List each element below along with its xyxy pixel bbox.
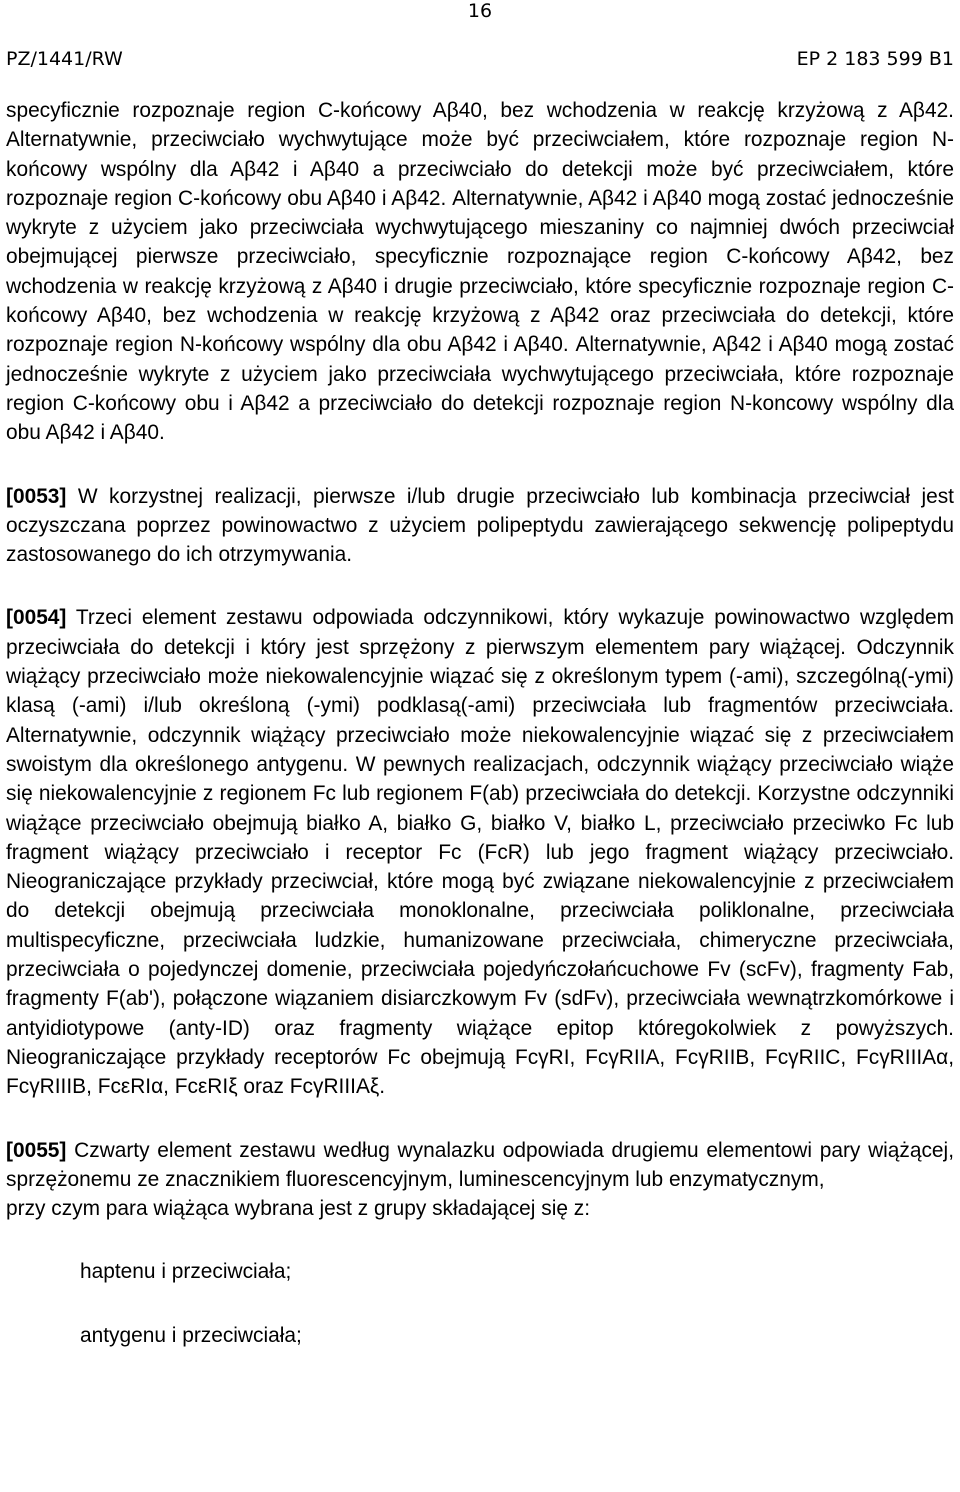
paragraph-0055 — [6, 1136, 954, 1195]
paragraph-number: [0055] — [6, 1138, 67, 1162]
paragraph-number: [0053] — [6, 484, 67, 508]
patent-number: EP 2 183 599 B1 — [796, 48, 954, 70]
paragraph-0054 — [6, 603, 954, 1101]
paragraph-continued: specyficznie rozpoznaje region C-końcowy Aβ40, bez wchodzenia w reakcję krzyżową z Aβ42. Alternatywnie, przeciwciało wychwytujące może być przeciwciałem, które rozpoznaje region N-końcowy wspólny dla Aβ42 i Aβ40 a przeciwciało do detekcji może być przeciwciałem, które rozpoznaje region C-końcowy obu Aβ40 i Aβ42. Alternatywnie, Aβ42 i Aβ40 mogą zostać jednocześnie wykryte z użyciem jako przeciwciała wychwytującego mieszaniny co najmniej dwóch przeciwciał obejmującej pierwsze przeciwciało, specyficznie rozpoznające region C-końcowy Aβ42, bez wchodzenia w reakcję krzyżową z Aβ40 i drugie przeciwciało, które specyficznie rozpoznaje region C-końcowy Aβ40, bez wchodzenia w reakcję krzyżową z Aβ42 oraz przeciwciała do detekcji, które rozpoznaje region N-końcowy wspólny dla obu Aβ42 i Aβ40. Alternatywnie, Aβ42 i Aβ40 mogą zostać jednocześnie wykryte z użyciem jako przeciwciała wychwytującego przeciwciała, które rozpoznaje region C-końcowy obu i Aβ42 a przeciwciało do detekcji rozpoznaje region N-koncowy wspólny dla obu Aβ42 i Aβ40. — [6, 99, 954, 445]
document-reference: PZ/1441/RW — [6, 48, 123, 70]
paragraph-text: W korzystnej realizacji, pierwsze i/lub drugie przeciwciało lub kombinacja przeciwciał jest oczyszczana poprzez powinowactwo z użyciem polipeptydu zawierającego sekwencję polipeptydu zastosowanego do ich otrzymywania. — [6, 484, 954, 567]
page-number: 16 — [467, 0, 493, 22]
paragraph-text: Czwarty element zestawu według wynalazku odpowiada drugiemu elementowi pary wiążącej, sprzężonemu ze znacznikiem fluorescencyjnym, luminescencyjnym lub enzymatycznym, — [6, 1138, 955, 1191]
list-item: antygenu i przeciwciała; — [80, 1323, 302, 1347]
list-item: haptenu i przeciwciała; — [80, 1260, 292, 1284]
paragraph-text: Trzeci element zestawu odpowiada odczynnikowi, który wykazuje powinowactwo względem przeciwciała do detekcji i który jest sprzężony z pierwszym elementem pary wiążącej. Odczynnik wiążący przeciwciało może niekowalencyjnie wiązać się z określonym typem (-ami), szczególną(-ymi) klasą (-ami) i/lub określoną (-ymi) podklasą(-ami) przeciwciała lub fragmentów przeciwciała. Alternatywnie, odczynnik wiążący przeciwciało może niekowalencyjnie wiązać się z przeciwciałem swoistym dla określonego antygenu. W pewnych realizacjach, odczynnik wiążący przeciwciało wiąże się niekowalencyjnie z regionem Fc lub regionem F(ab) przeciwciała do detekcji. Korzystne odczynniki wiążące przeciwciało obejmują białko A, białko G, białko V, białko L, przeciwciało przeciwko Fc lub fragment wiążący przeciwciało i receptor Fc (FcR) lub jego fragment wiążący przeciwciało. Nieograniczające przykłady przeciwciał, które mogą być związane niekowalencyjnie z przeciwciałem do detekcji obejmują przeciwciała monoklonalne, przeciwciała poliklonalne, przeciwciała multispecyficzne, przeciwciała ludzkie, humanizowane przeciwciała, chimeryczne przeciwciała, przeciwciała o pojedynczej domenie, przeciwciała pojedyńczołańcuchowe Fv (scFv), fragmenty Fab, fragmenty F(ab'), połączone wiązaniem disiarczkowym Fv (sdFv), przeciwciała wewnątrzkomórkowe i antyidiotypowe (anty-ID) oraz fragmenty wiążące epitop któregokolwiek z powyższych. Nieograniczające przykłady receptorów Fc obejmują FcγRI, FcγRIIA, FcγRIIB, FcγRIIC, FcγRIIIAα, FcγRIIIB, FcεRIα, FcεRIξ oraz FcγRIIIAξ. — [6, 606, 954, 1099]
paragraph-line: przy czym para wiążąca wybrana jest z grupy składającej się z: — [6, 1197, 591, 1221]
document-body — [6, 96, 954, 1350]
paragraph-0053 — [6, 482, 954, 570]
paragraph-number: [0054] — [6, 606, 67, 630]
